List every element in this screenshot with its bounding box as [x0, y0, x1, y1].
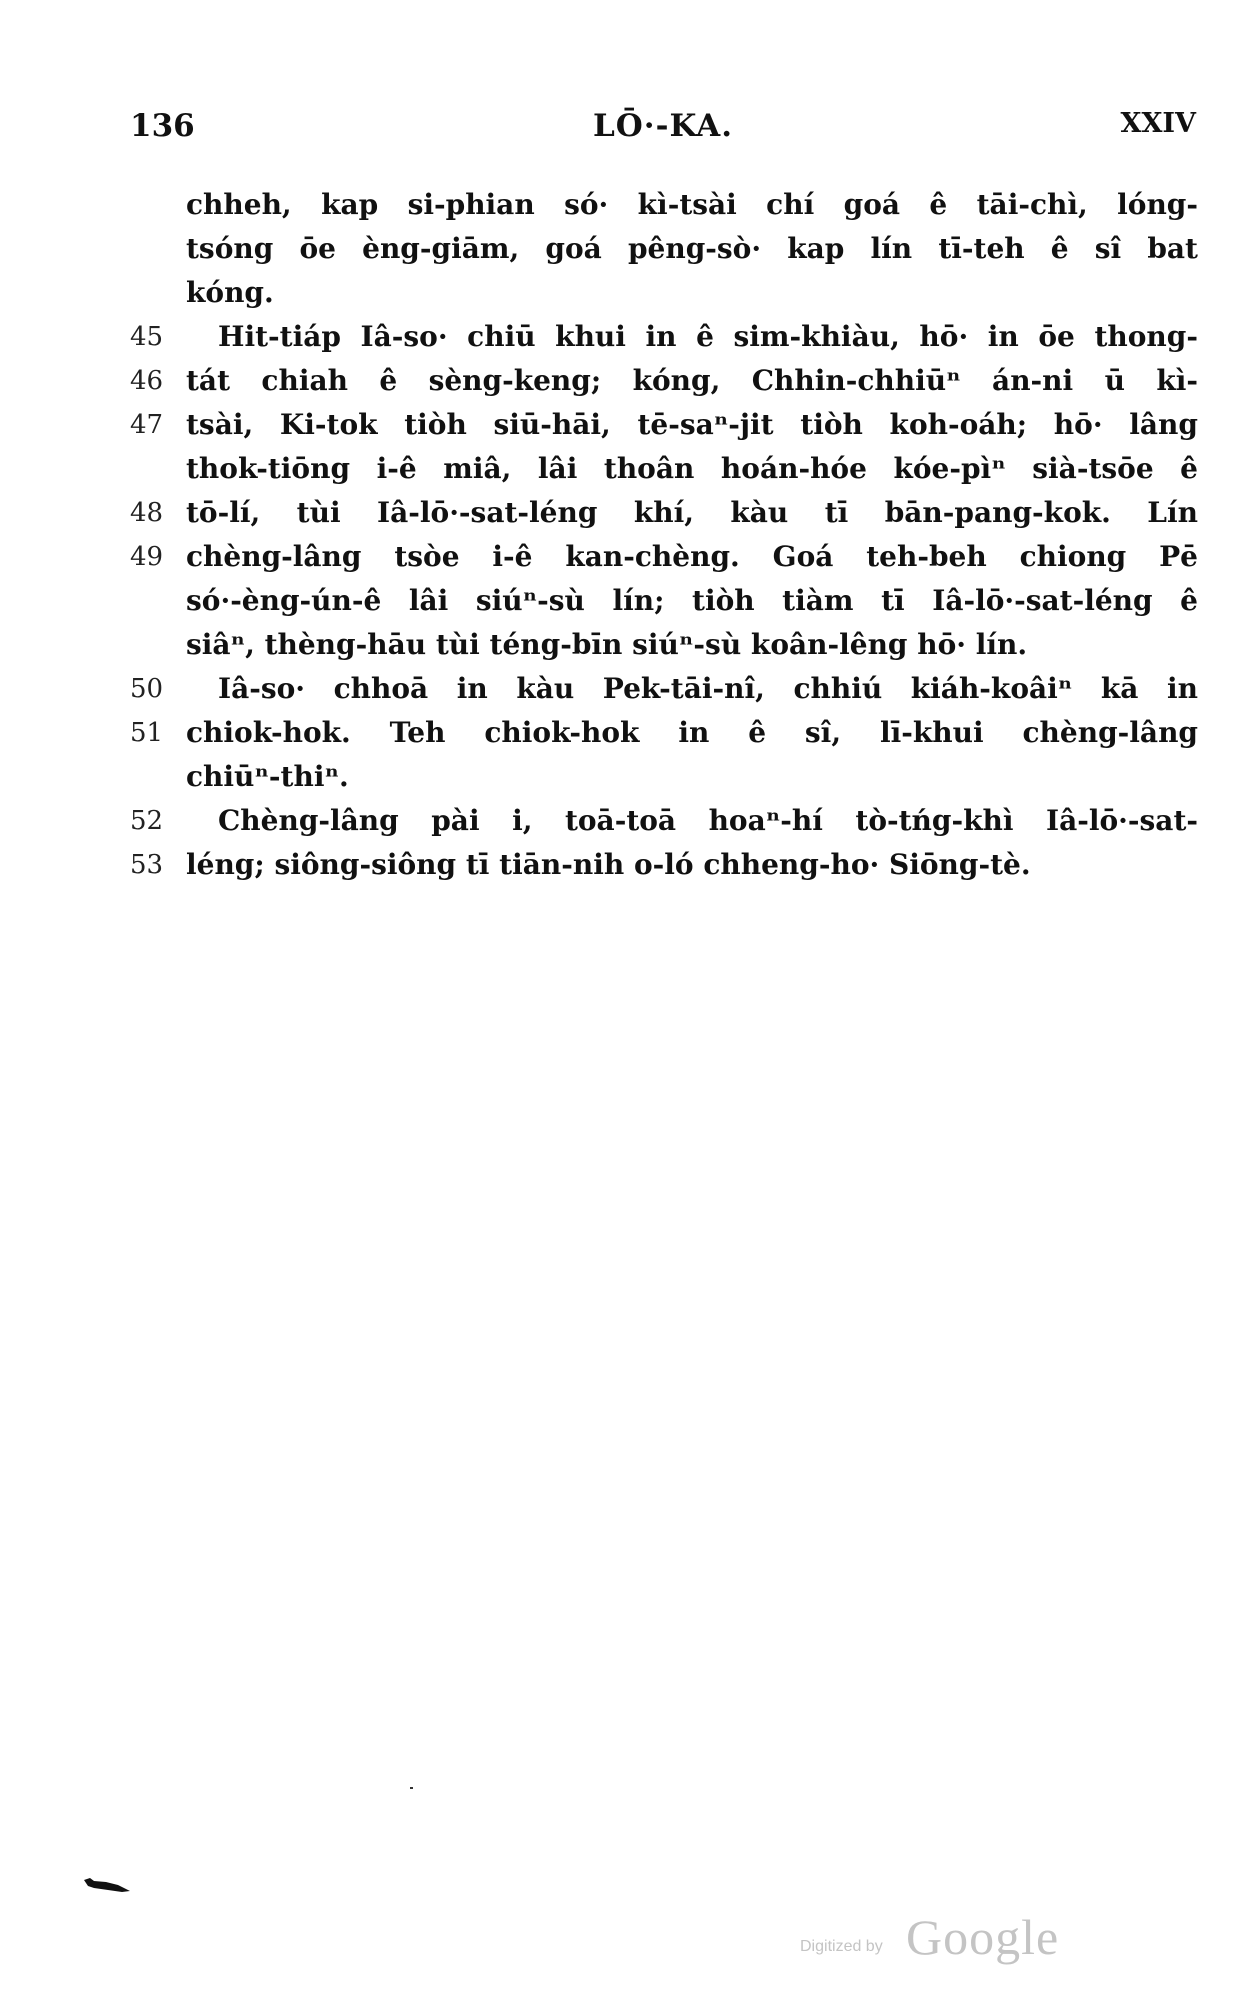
text-line — [130, 755, 1198, 799]
text-line — [130, 359, 1198, 403]
text-line — [130, 579, 1198, 623]
verse-number: 52 — [130, 806, 164, 836]
line-text: tsóng ōe èng-giām, goá pêng-sò· kap lín tī-teh ê sî bat — [186, 232, 1198, 265]
line-text: léng; siông-siông tī tiān-nih o-ló chheng-ho· Siōng-tè. — [186, 848, 1031, 881]
speck-mark — [410, 1787, 413, 1789]
verse-number: 50 — [130, 674, 164, 704]
text-line — [130, 667, 1198, 711]
verse-number: 46 — [130, 366, 164, 396]
text-line — [130, 623, 1198, 667]
text-line — [130, 535, 1198, 579]
text-line — [130, 799, 1198, 843]
line-text: Hit-tiáp Iâ-so· chiū khui in ê sim-khiàu, hō· in ōe thong- — [218, 320, 1198, 353]
line-text: tō-lí, tùi Iâ-lō·-sat-léng khí, kàu tī bān-pang-kok. Lín — [186, 496, 1198, 529]
text-body — [130, 183, 1198, 887]
line-text: kóng. — [186, 276, 274, 309]
text-line — [130, 403, 1198, 447]
verse-number: 47 — [130, 410, 164, 440]
verse-number: 48 — [130, 498, 164, 528]
google-logo: Google — [906, 1909, 1060, 1965]
text-line — [130, 183, 1198, 227]
text-line — [130, 491, 1198, 535]
line-text: chiūⁿ-thiⁿ. — [186, 760, 349, 793]
chapter-number: XXIV — [1120, 108, 1196, 139]
line-text: chèng-lâng tsòe i-ê kan-chèng. Goá teh-beh chiong Pē — [186, 540, 1198, 573]
digitized-watermark — [800, 1908, 1160, 1968]
pointer-mark-icon — [84, 1876, 132, 1894]
line-text: chiok-hok. Teh chiok-hok in ê sî, lī-khui chèng-lâng — [186, 716, 1198, 749]
line-text: Iâ-so· chhoā in kàu Pek-tāi-nî, chhiú kiáh-koâiⁿ kā in — [218, 672, 1198, 705]
text-line — [130, 711, 1198, 755]
text-line — [130, 271, 1198, 315]
line-text: thok-tiōng i-ê miâ, lâi thoân hoán-hóe kóe-pìⁿ sià-tsōe ê — [186, 452, 1198, 485]
text-line — [130, 315, 1198, 359]
running-title: LŌ·-KA. — [593, 108, 733, 144]
line-text: chheh, kap si-phian só· kì-tsài chí goá ê tāi-chì, lóng- — [186, 188, 1198, 221]
line-text: tát chiah ê sèng-keng; kóng, Chhin-chhiūⁿ án-ni ū kì- — [186, 364, 1198, 397]
verse-number: 45 — [130, 322, 164, 352]
line-text: tsài, Ki-tok tiòh siū-hāi, tē-saⁿ-jit tiòh koh-oáh; hō· lâng — [186, 408, 1198, 441]
text-line — [130, 227, 1198, 271]
verse-number: 53 — [130, 850, 164, 880]
line-text: siâⁿ, thèng-hāu tùi téng-bīn siúⁿ-sù koân-lêng hō· lín. — [186, 628, 1028, 661]
line-text: só·-èng-ún-ê lâi siúⁿ-sù lín; tiòh tiàm tī Iâ-lō·-sat-léng ê — [186, 584, 1198, 617]
watermark-prefix: Digitized by — [800, 1938, 883, 1955]
verse-number: 49 — [130, 542, 164, 572]
verse-number: 51 — [130, 718, 164, 748]
text-line — [130, 447, 1198, 491]
line-text: Chèng-lâng pài i, toā-toā hoaⁿ-hí tò-tńg-khì Iâ-lō·-sat- — [218, 804, 1198, 837]
page-number: 136 — [130, 108, 195, 144]
text-line — [130, 843, 1198, 887]
page-header — [130, 108, 1196, 148]
